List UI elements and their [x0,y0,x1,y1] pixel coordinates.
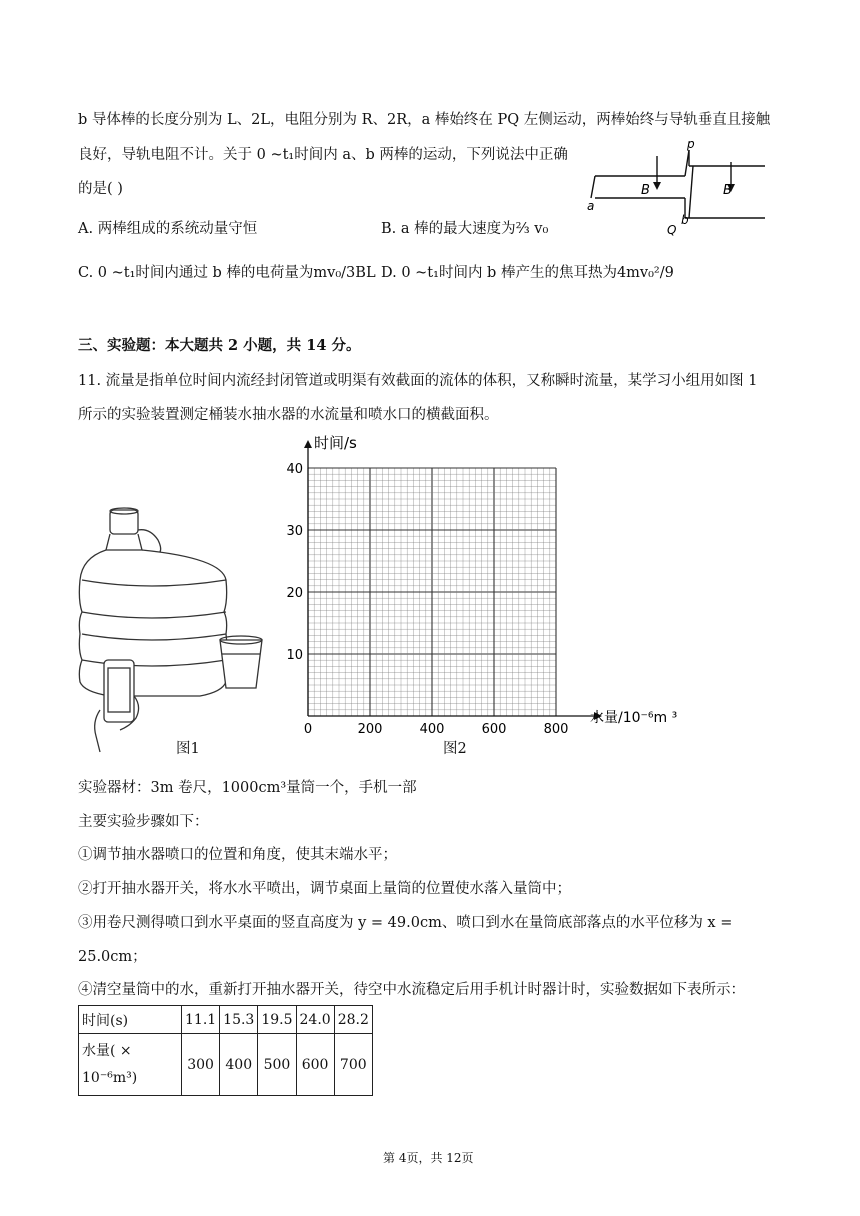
rail-diagram [585,138,770,238]
q11-line-2: 所示的实验装置测定桶装水抽水器的水流量和喷水口的横截面积。 [78,407,499,423]
q10-option-b: B. a 棒的最大速度为⅔ v₀ [381,221,549,237]
x-tick-label: 200 [357,722,383,737]
label-field-left: B [641,183,650,198]
table-cell-volume-4: 600 [296,1034,334,1096]
table-row-time [79,1006,373,1034]
step-4: ④清空量筒中的水，重新打开抽水器开关，待空中水流稳定后用手机计时器计时，实验数据如下表所示： [78,982,745,998]
q10-option-a: A. 两棒组成的系统动量守恒 [78,221,258,237]
q10-option-d: D. 0 ~t₁时间内 b 棒产生的焦耳热为4mv₀²/9 [381,265,674,281]
table-header-time: 时间(s) [79,1006,182,1034]
x-tick-label: 0 [303,722,313,737]
table-cell-time-4: 24.0 [296,1006,334,1034]
y-tick-label: 10 [286,648,303,663]
y-tick-label: 20 [286,586,303,601]
figure-2-chart [280,430,690,740]
table-cell-volume-1: 300 [182,1034,220,1096]
y-axis-arrow [304,440,312,448]
table-header-volume-a: 水量( × [82,1042,132,1059]
x-tick-label: 400 [419,722,445,737]
table-row-volume [79,1034,373,1096]
section-3-heading: 三、实验题：本大题共 2 小题，共 14 分。 [78,337,361,354]
table-cell-time-2: 15.3 [220,1006,258,1034]
y-tick-label: 30 [286,524,303,539]
x-tick-label: 800 [543,722,569,737]
step-1: ①调节抽水器喷口的位置和角度，使其末端水平； [78,847,397,863]
table-cell-volume-5: 700 [334,1034,372,1096]
step-3-line-b: 25.0cm； [78,949,147,965]
equipment-line: 实验器材：3m 卷尺，1000cm³量筒一个，手机一部 [78,780,417,796]
y-tick-label: 40 [286,462,303,477]
chart-axes [304,440,602,720]
table-cell-volume-2: 400 [220,1034,258,1096]
table-cell-time-1: 11.1 [182,1006,220,1034]
table-header-volume [79,1034,182,1096]
chart-xlabel: 水量/10⁻⁶m ³ [590,710,678,726]
steps-intro: 主要实验步骤如下： [78,814,209,830]
q10-line-3: 的是( ) [78,181,123,197]
step-3-line-a: ③用卷尺测得喷口到水平桌面的竖直高度为 y = 49.0cm、喷口到水在量筒底部落点的水平位移为 x = [78,915,733,931]
step-2: ②打开抽水器开关，将水水平喷出，调节桌面上量筒的位置使水落入量筒中； [78,881,571,897]
chart-tick-labels [286,462,568,737]
chart-grid [308,468,556,716]
figure-1-apparatus [70,500,280,760]
table-cell-volume-3: 500 [258,1034,296,1096]
label-a: a [587,199,595,213]
figure-1-caption: 图1 [176,741,200,757]
table-cell-time-3: 19.5 [258,1006,296,1034]
label-field-right: B [723,183,732,198]
label-p: p [687,138,695,151]
table-header-volume-b: 10⁻⁶m³) [82,1069,138,1086]
q11-line-1: 11. 流量是指单位时间内流经封闭管道或明渠有效截面的流体的体积，又称瞬时流量，某学习小组用如图 1 [78,373,758,389]
q10-line-2: 良好，导轨电阻不计。关于 0 ~t₁时间内 a、b 两棒的运动，下列说法中正确 [78,147,568,163]
q10-line-1: b 导体棒的长度分别为 L、2L，电阻分别为 R、2R，a 棒始终在 PQ 左侧运动，两棒始终与导轨垂直且接触 [78,112,771,128]
chart-ylabel: 时间/s [314,434,357,452]
q10-option-c: C. 0 ~t₁时间内通过 b 棒的电荷量为mv₀/3BL [78,265,376,281]
table-cell-time-5: 28.2 [334,1006,372,1034]
label-q: Q [667,223,677,237]
data-table [78,1005,373,1096]
page-footer: 第 4页，共 12页 [383,1151,474,1165]
figure-2-caption: 图2 [443,741,467,757]
label-b: b [681,213,689,227]
x-tick-label: 600 [481,722,507,737]
